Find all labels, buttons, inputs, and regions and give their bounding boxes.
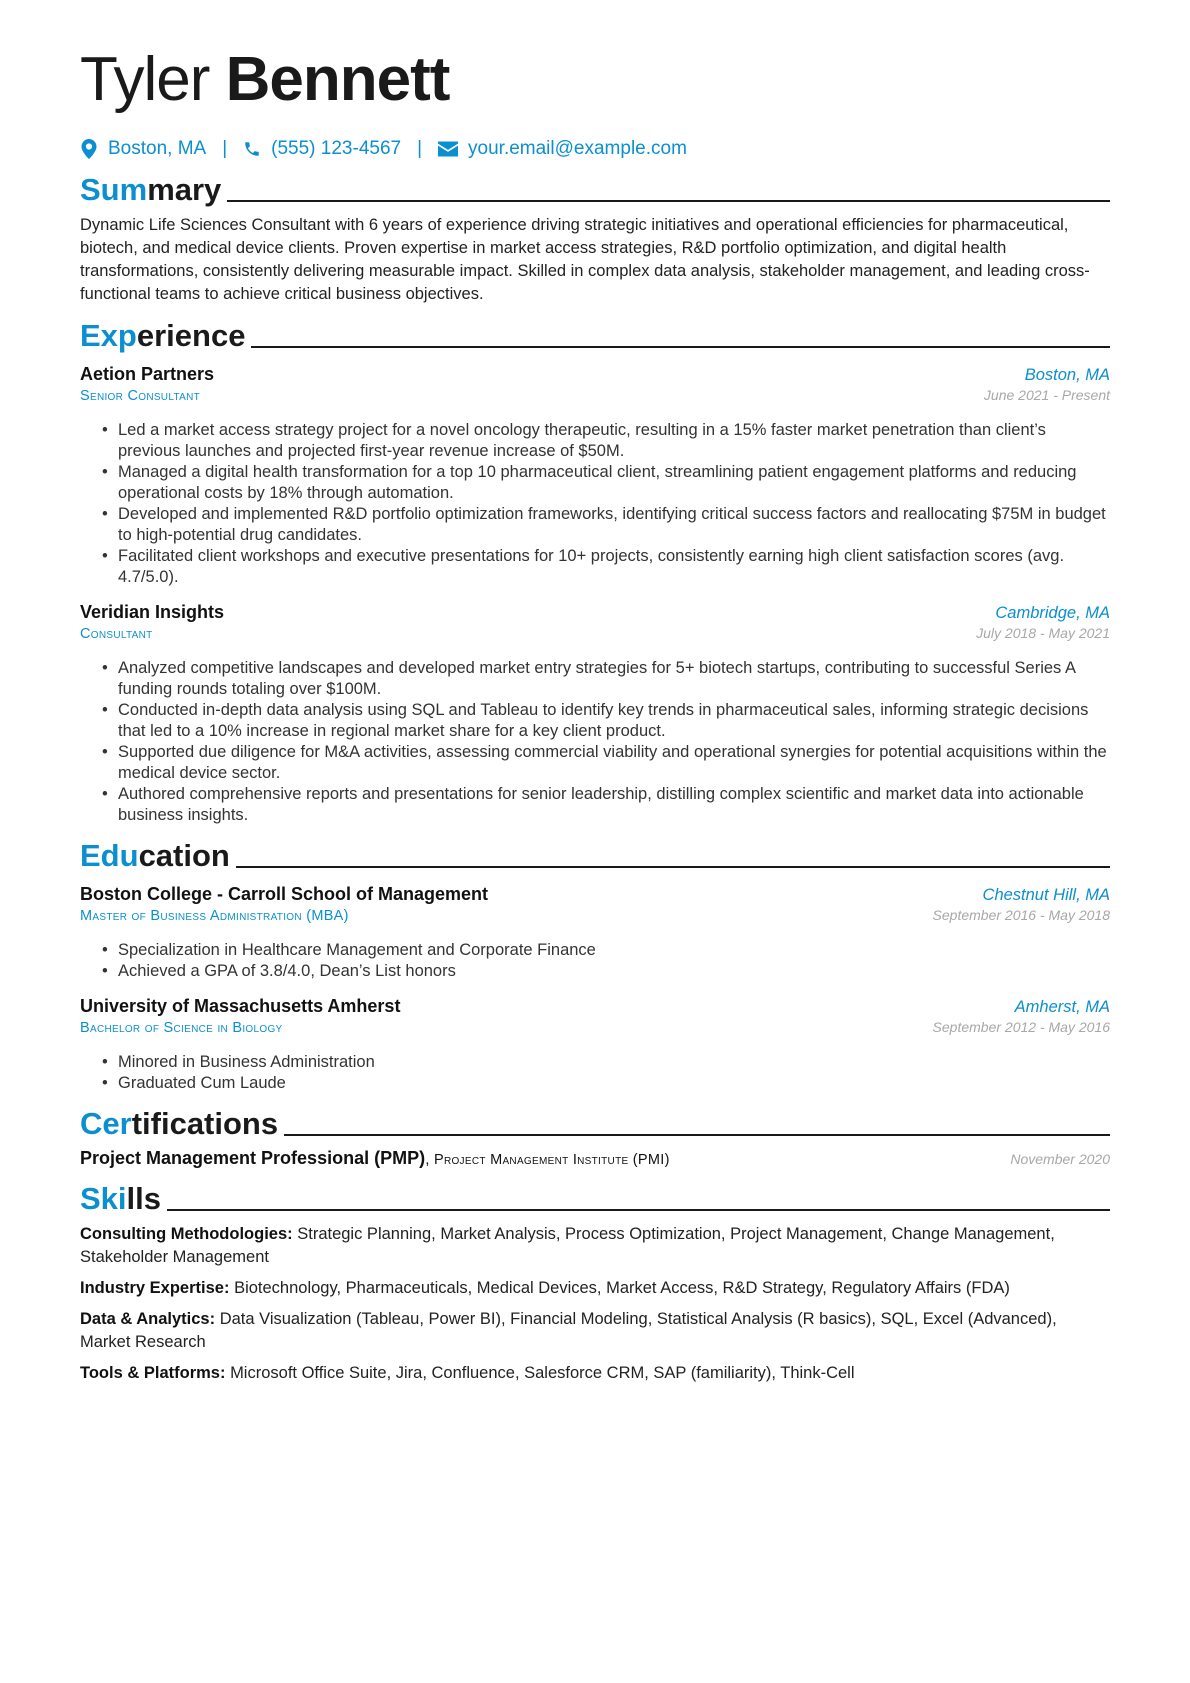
list-item: • Facilitated client workshops and executive presentations for 10+ projects, consistently earning high client satisfaction scores (avg. 4.7/5.0). <box>118 546 1110 588</box>
skill-category: Tools & Platforms: <box>80 1364 226 1382</box>
skill-items: Microsoft Office Suite, Jira, Confluence, Salesforce CRM, SAP (familiarity), Think-Cell <box>230 1364 855 1382</box>
section-rule <box>167 1209 1110 1211</box>
skill-category: Consulting Methodologies: <box>80 1225 293 1243</box>
heading-rest: mary <box>147 172 222 207</box>
separator: | <box>222 138 228 159</box>
entry-location: Cambridge, MA <box>995 604 1110 622</box>
entry-location: Chestnut Hill, MA <box>982 886 1110 904</box>
summary-text: Dynamic Life Sciences Consultant with 6 years of experience driving strategic initiatives and operational efficiencies for pharmaceutical, biotech, and medical device clients. Proven expertise in market access strategies, R&D portfolio optimization, and digital health transformations, consistently delivering measurable impact. Skilled in complex data analysis, stakeholder management, and leading cross-functional teams to achieve critical business objectives. <box>80 216 1090 303</box>
section-rule <box>236 866 1110 868</box>
entry-dates: September 2012 - May 2016 <box>932 1019 1110 1035</box>
list-item: • Minored in Business Administration <box>118 1052 1110 1073</box>
certification-entry <box>80 1148 1110 1169</box>
heading-accent: Sum <box>80 172 148 207</box>
envelope-icon <box>438 141 458 157</box>
last-name: Bennett <box>225 45 450 114</box>
employer-name: Veridian Insights <box>80 602 225 622</box>
section-heading-skills <box>80 1181 1110 1217</box>
heading-accent: Exp <box>80 318 137 353</box>
separator: | <box>417 138 423 159</box>
section-title <box>80 838 230 874</box>
school-name: University of Massachusetts Amherst <box>80 996 401 1016</box>
employer-name: Aetion Partners <box>80 364 215 384</box>
entry-location: Boston, MA <box>1024 366 1110 384</box>
list-item: • Graduated Cum Laude <box>118 1073 1110 1094</box>
email-link[interactable]: your.email@example.com <box>468 138 687 159</box>
skill-items: Strategic Planning, Market Analysis, Process Optimization, Project Management, Change Management, Stakeholder Management <box>80 1225 1055 1266</box>
bullet-list <box>80 1052 1110 1094</box>
entry-dates: July 2018 - May 2021 <box>976 625 1110 641</box>
certification-name: Project Management Professional (PMP) <box>80 1148 426 1168</box>
job-title: Senior Consultant <box>80 388 201 404</box>
list-item: • Achieved a GPA of 3.8/4.0, Dean’s List honors <box>118 961 1110 982</box>
skill-row <box>80 1308 1110 1354</box>
certification-date: November 2020 <box>1010 1151 1110 1167</box>
section-heading-experience <box>80 318 1110 354</box>
section-rule <box>284 1134 1110 1136</box>
first-name: Tyler <box>80 45 210 114</box>
list-item: • Specialization in Healthcare Management and Corporate Finance <box>118 940 1110 961</box>
heading-accent: Ski <box>80 1181 127 1216</box>
certification-issuer: Project Management Institute (PMI) <box>433 1152 670 1168</box>
contact-bar <box>80 138 1110 160</box>
list-item: • Authored comprehensive reports and presentations for senior leadership, distilling complex scientific and market data into actionable business insights. <box>118 784 1110 826</box>
bullet-list <box>80 658 1110 826</box>
list-item: • Supported due diligence for M&A activities, assessing commercial viability and operational synergies for potential acquisitions within the medical device sector. <box>118 742 1110 784</box>
degree: Master of Business Administration (MBA) <box>80 908 349 924</box>
list-item: • Conducted in-depth data analysis using SQL and Tableau to identify key trends in pharmaceutical sales, informing strategic decisions that led to a 10% increase in regional market share for a key client product. <box>118 700 1110 742</box>
skill-category: Industry Expertise: <box>80 1279 230 1297</box>
heading-rest: lls <box>126 1181 161 1216</box>
skill-items: Data Visualization (Tableau, Power BI), Financial Modeling, Statistical Analysis (R basics), SQL, Excel (Advanced), Market Research <box>80 1310 1057 1351</box>
contact-location <box>80 138 206 160</box>
school-name: Boston College - Carroll School of Management <box>80 884 489 904</box>
list-item: • Developed and implemented R&D portfolio optimization frameworks, identifying critical success factors and reallocating $75M in budget to high-potential drug candidates. <box>118 504 1110 546</box>
heading-rest: erience <box>136 318 246 353</box>
contact-phone[interactable] <box>243 138 401 160</box>
section-title <box>80 172 221 208</box>
list-item: • Analyzed competitive landscapes and developed market entry strategies for 5+ biotech startups, contributing to successful Series A funding rounds totaling over $100M. <box>118 658 1110 700</box>
skill-row <box>80 1223 1110 1269</box>
experience-entry <box>80 364 1110 588</box>
section-heading-summary <box>80 172 1110 208</box>
map-pin-icon <box>80 139 98 159</box>
bullet-list <box>80 420 1110 588</box>
section-title <box>80 318 245 354</box>
list-item: • Managed a digital health transformation for a top 10 pharmaceutical client, streamlining patient engagement platforms and reducing operational costs by 18% through automation. <box>118 462 1110 504</box>
section-heading-certifications <box>80 1106 1110 1142</box>
heading-accent: Cer <box>80 1106 132 1141</box>
comma: , <box>425 1151 430 1168</box>
bullet-list <box>80 940 1110 982</box>
entry-dates: September 2016 - May 2018 <box>932 907 1110 923</box>
job-title: Consultant <box>80 626 153 642</box>
skill-items: Biotechnology, Pharmaceuticals, Medical Devices, Market Access, R&D Strategy, Regulatory Affairs (FDA) <box>234 1279 1010 1297</box>
education-entry <box>80 996 1110 1094</box>
section-rule <box>251 346 1110 348</box>
phone-icon <box>243 139 261 159</box>
section-heading-education <box>80 838 1110 874</box>
heading-rest: tifications <box>131 1106 279 1141</box>
heading-rest: cation <box>138 838 230 873</box>
phone-text: (555) 123-4567 <box>271 138 402 159</box>
entry-dates: June 2021 - Present <box>983 387 1110 403</box>
degree: Bachelor of Science in Biology <box>80 1020 283 1036</box>
skill-row <box>80 1277 1110 1300</box>
experience-entry <box>80 602 1110 826</box>
section-title <box>80 1106 278 1142</box>
section-rule <box>227 200 1110 202</box>
entry-location: Amherst, MA <box>1014 998 1110 1016</box>
education-entry <box>80 884 1110 982</box>
skill-row <box>80 1362 1110 1385</box>
list-item: • Led a market access strategy project for a novel oncology therapeutic, resulting in a 15% faster market penetration than client’s previous launches and projected first-year revenue increase of $50M. <box>118 420 1110 462</box>
skill-category: Data & Analytics: <box>80 1310 216 1328</box>
location-text: Boston, MA <box>108 138 207 159</box>
contact-email[interactable] <box>438 138 687 160</box>
section-title <box>80 1181 161 1217</box>
heading-accent: Edu <box>80 838 139 873</box>
candidate-name <box>80 40 1110 120</box>
